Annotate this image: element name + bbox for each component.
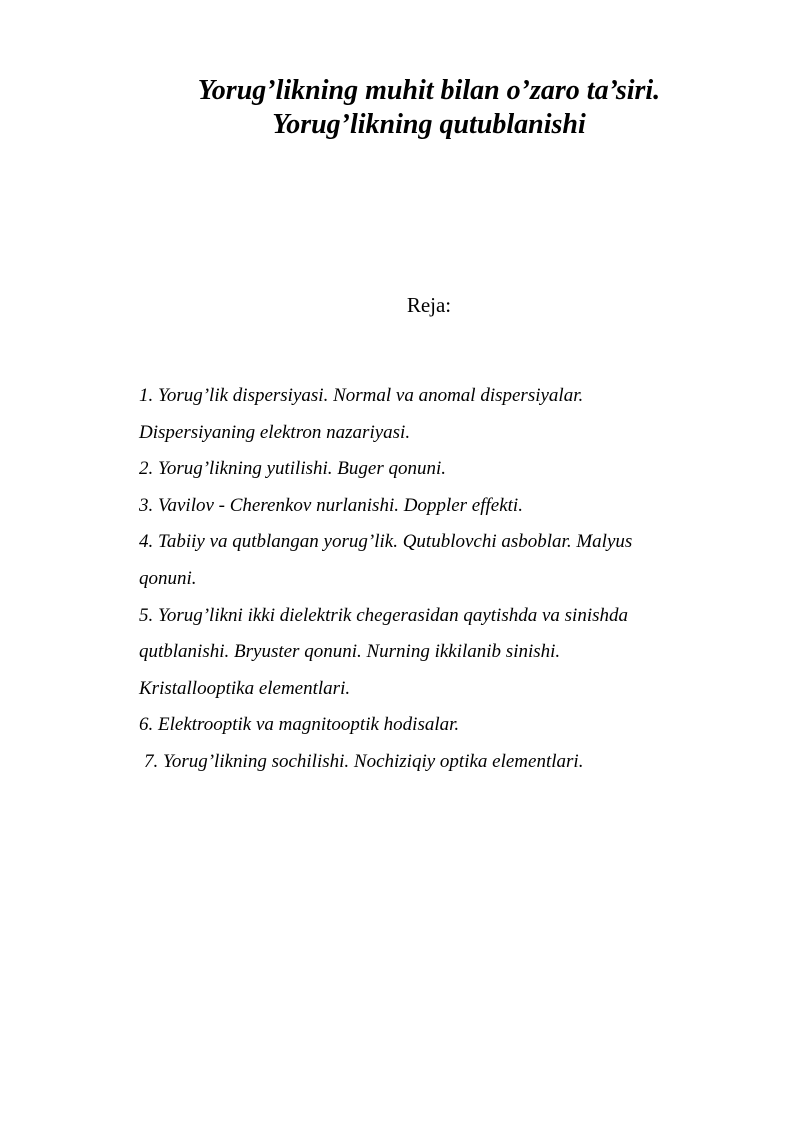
plan-item-5: 5. Yorug’likni ikki dielektrik chegerasidan qaytishda va sinishda bbox=[139, 604, 629, 626]
plan-item-3: 3. Vavilov - Cherenkov nurlanishi. Doppler effekti. bbox=[139, 494, 523, 516]
plan-heading: Reja: bbox=[406, 293, 452, 317]
plan-item-1-continued: Dispersiyaning elektron nazariyasi. bbox=[139, 421, 411, 443]
plan-item-5-continued-2: Kristallooptika elementlari. bbox=[139, 677, 351, 699]
title-line-2: Yorug’likning qutublanishi bbox=[272, 109, 586, 140]
plan-item-7: 7. Yorug’likning sochilishi. Nochiziqiy optika elementlari. bbox=[144, 750, 584, 772]
plan-list bbox=[139, 378, 739, 781]
plan-item-4: 4. Tabiiy va qutblangan yorug’lik. Qutublovchi asboblar. Malyus bbox=[139, 531, 633, 553]
title-line-1: Yorug’likning muhit bilan o’zaro ta’siri. bbox=[197, 75, 661, 106]
plan-item-6: 6. Elektrooptik va magnitooptik hodisalar. bbox=[139, 714, 460, 736]
plan-item-4-continued: qonuni. bbox=[139, 567, 197, 589]
plan-item-1: 1. Yorug’lik dispersiyasi. Normal va anomal dispersiyalar. bbox=[139, 385, 584, 406]
document-title bbox=[0, 74, 800, 142]
plan-item-5-continued: qutblanishi. Bryuster qonuni. Nurning ikkilanib sinishi. bbox=[139, 641, 561, 663]
plan-item-2: 2. Yorug’likning yutilishi. Buger qonuni. bbox=[139, 458, 446, 480]
